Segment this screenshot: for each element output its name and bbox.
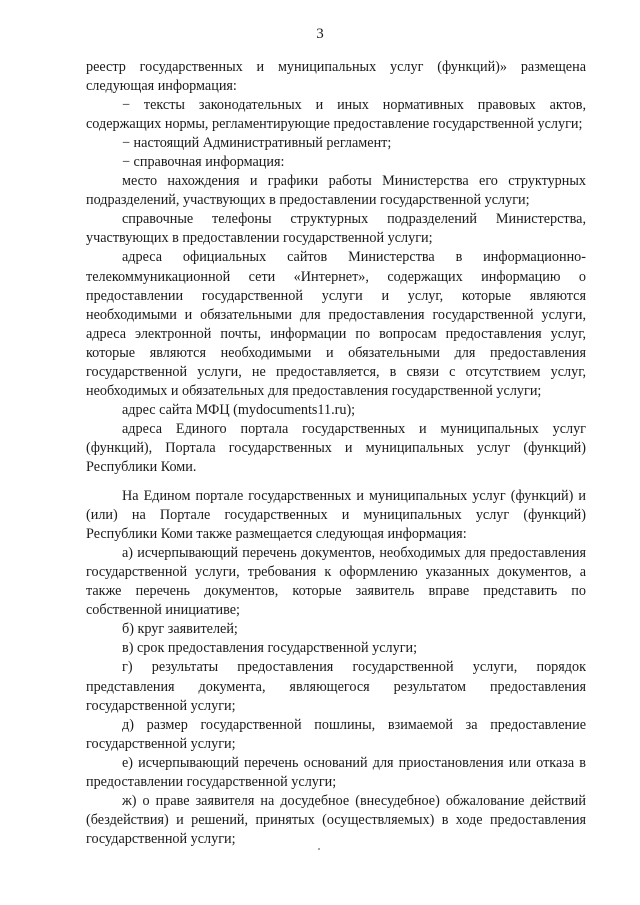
- list-item-v: в) срок предоставления государственной услуги;: [122, 640, 418, 657]
- list-item-legal-acts: − тексты законодательных и иных нормативных правовых актов, содержащих нормы, регламентирующие предоставление государственной услуги;: [86, 97, 586, 133]
- paragraph-portal-addresses: адреса Единого портала государственных и муниципальных услуг (функций), Портала государственных и муниципальных услуг (функций) Республики Коми.: [86, 420, 586, 475]
- page-number: 3: [316, 26, 324, 42]
- paragraph-location: место нахождения и графики работы Министерства его структурных подразделений, участвующих в предоставлении государственной услуги;: [86, 173, 586, 209]
- scan-dot: [318, 848, 320, 850]
- list-item-a: а) исчерпывающий перечень документов, необходимых для предоставления государственной услуги, требования к оформлению указанных документов, а также перечень документов, которые заявитель вправе представить по собственной инициативе;: [86, 545, 586, 619]
- paragraph-portal-info: На Едином портале государственных и муниципальных услуг (функций) и (или) на Портале государственных и муниципальных услуг (функций) Республики Коми также размещается следующая информация:: [86, 488, 586, 543]
- list-item-reference-info: − справочная информация:: [122, 154, 285, 171]
- list-item-e: е) исчерпывающий перечень оснований для приостановления или отказа в предоставлении государственной услуги;: [86, 754, 586, 790]
- paragraph-intro: реестр государственных и муниципальных услуг (функций)» размещена следующая информация:: [86, 59, 586, 95]
- list-item-zh: ж) о праве заявителя на досудебное (внесудебное) обжалование действий (бездействия) и решений, принятых (осуществляемых) в ходе предоставления государственной услуги;: [86, 792, 586, 847]
- paragraph-spacer: [86, 477, 586, 487]
- document-body: [86, 58, 586, 849]
- list-item-d: д) размер государственной пошлины, взимаемой за предоставление государственной услуги;: [86, 716, 586, 752]
- paragraph-mfc-site: адрес сайта МФЦ (mydocuments11.ru);: [122, 401, 356, 418]
- list-item-regulation: − настоящий Административный регламент;: [122, 135, 392, 152]
- list-item-b: б) круг заявителей;: [122, 621, 238, 638]
- list-item-g: г) результаты предоставления государственной услуги, порядок представления документа, являющегося результатом предоставления государственной услуги;: [86, 659, 586, 714]
- paragraph-phones: справочные телефоны структурных подразделений Министерства, участвующих в предоставлении государственной услуги;: [86, 211, 586, 247]
- paragraph-websites: адреса официальных сайтов Министерства в информационно-телекоммуникационной сети «Интернет», содержащих информацию о предоставлении государственной услуги и услуг, которые являются необходимыми и обязательными для предоставления государственной услуги, адреса электронной почты, информации по вопросам предоставления услуг, которые являются необходимыми и обязательными для предоставления государственной услуги, не предоставляется, в связи с отсутствием услуг, необходимых и обязательных для предоставления государственной услуги;: [86, 249, 586, 399]
